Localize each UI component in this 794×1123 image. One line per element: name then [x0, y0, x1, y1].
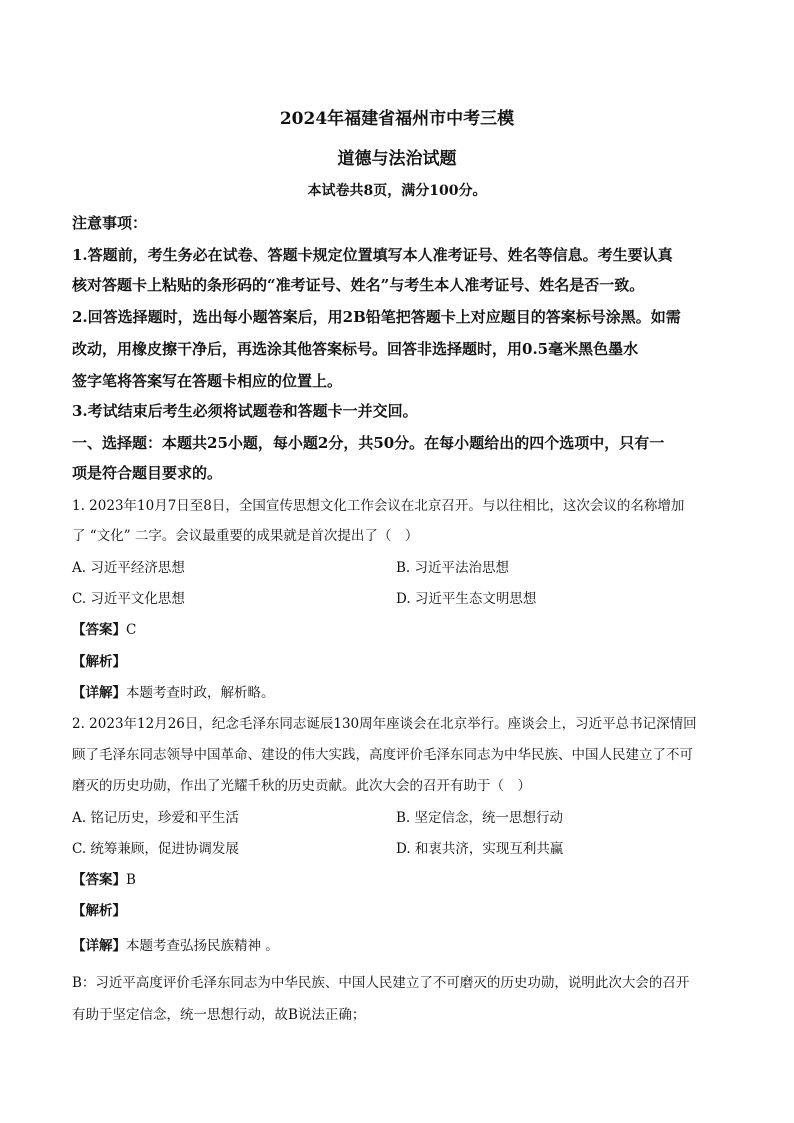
answer-label: 【答案】 — [72, 872, 126, 888]
answer-value: C — [126, 622, 137, 638]
q2-analysis — [72, 899, 126, 919]
q2-option-a: A. 铭记历史，珍爱和平生活 — [72, 810, 239, 826]
question-1-text: 了 “文化” 二字。会议最重要的成果就是首次提出了（ ） — [72, 528, 419, 544]
detail-label: 【详解】 — [72, 685, 126, 701]
question-2-text: 2. 2023年12月26日，纪念毛泽东同志诞辰130周年座谈会在北京举行。座谈会上，习近平总书记深情回 — [72, 716, 697, 732]
q2-explanation-line: 有助于坚定信念，统一思想行动，故B说法正确； — [72, 1007, 366, 1023]
exam-subject: 道德与法治试题 — [337, 149, 457, 169]
q1-option-c: C. 习近平文化思想 — [72, 591, 185, 607]
detail-text: 本题考查弘扬民族精神 。 — [126, 938, 279, 954]
notice-line: 核对答题卡上粘贴的条形码的“准考证号、姓名”与考生本人准考证号、姓名是否一致。 — [72, 276, 645, 294]
detail-label: 【详解】 — [72, 938, 126, 954]
answer-value: B — [126, 872, 136, 888]
question-2-text: 顾了毛泽东同志领导中国革命、建设的伟大实践，高度评价毛泽东同志为中华民族、中国人民建立了不可 — [72, 747, 693, 763]
exam-title: 2024年福建省福州市中考三模 — [279, 109, 515, 129]
detail-text: 本题考查时政，解析略。 — [126, 685, 275, 701]
notice-line: 1.答题前，考生务必在试卷、答题卡规定位置填写本人准考证号、姓名等信息。考生要认真 — [72, 246, 673, 264]
q1-option-d: D. 习近平生态文明思想 — [396, 591, 537, 607]
notice-line: 2.回答选择题时，选出每小题答案后，用2B铅笔把答题卡上对应题目的答案标号涂黑。如需 — [72, 308, 681, 326]
notice-heading: 注意事项： — [72, 214, 148, 232]
q2-option-c: C. 统筹兼顾，促进协调发展 — [72, 841, 239, 857]
q2-explanation-line: B：习近平高度评价毛泽东同志为中华民族、中国人民建立了不可磨灭的历史功勋，说明此次大会的召开 — [72, 975, 690, 991]
q2-option-b: B. 坚定信念，统一思想行动 — [396, 810, 564, 826]
notice-line: 3.考试结束后考生必须将试题卷和答题卡一并交回。 — [72, 402, 418, 420]
q1-option-b: B. 习近平法治思想 — [396, 560, 510, 576]
analysis-label: 【解析】 — [72, 654, 126, 670]
analysis-label: 【解析】 — [72, 903, 126, 919]
q2-option-d: D. 和衷共济，实现互利共赢 — [396, 841, 564, 857]
q1-option-a: A. 习近平经济思想 — [72, 560, 185, 576]
section-heading: 项是符合题目要求的。 — [72, 464, 223, 482]
notice-line: 改动，用橡皮擦干净后，再选涂其他答案标号。回答非选择题时，用0.5毫米黑色墨水 — [72, 340, 639, 358]
q1-analysis — [72, 650, 126, 670]
q2-detail — [72, 934, 279, 954]
notice-line: 签字笔将答案写在答题卡相应的位置上。 — [72, 372, 343, 390]
question-2-text: 磨灭的历史功勋，作出了光耀千秋的历史贡献。此次大会的召开有助于（ ） — [72, 778, 531, 794]
question-1-text: 1. 2023年10月7日至8日，全国宣传思想文化工作会议在北京召开。与以往相比，这次会议的名称增加 — [72, 498, 685, 514]
q1-answer — [72, 618, 136, 638]
exam-info: 本试卷共8页，满分100分。 — [307, 183, 487, 199]
q1-detail — [72, 681, 275, 701]
answer-label: 【答案】 — [72, 622, 126, 638]
section-heading: 一、选择题：本题共25小题，每小题2分，共50分。在每小题给出的四个选项中，只有一 — [72, 434, 665, 452]
q2-answer — [72, 868, 136, 888]
